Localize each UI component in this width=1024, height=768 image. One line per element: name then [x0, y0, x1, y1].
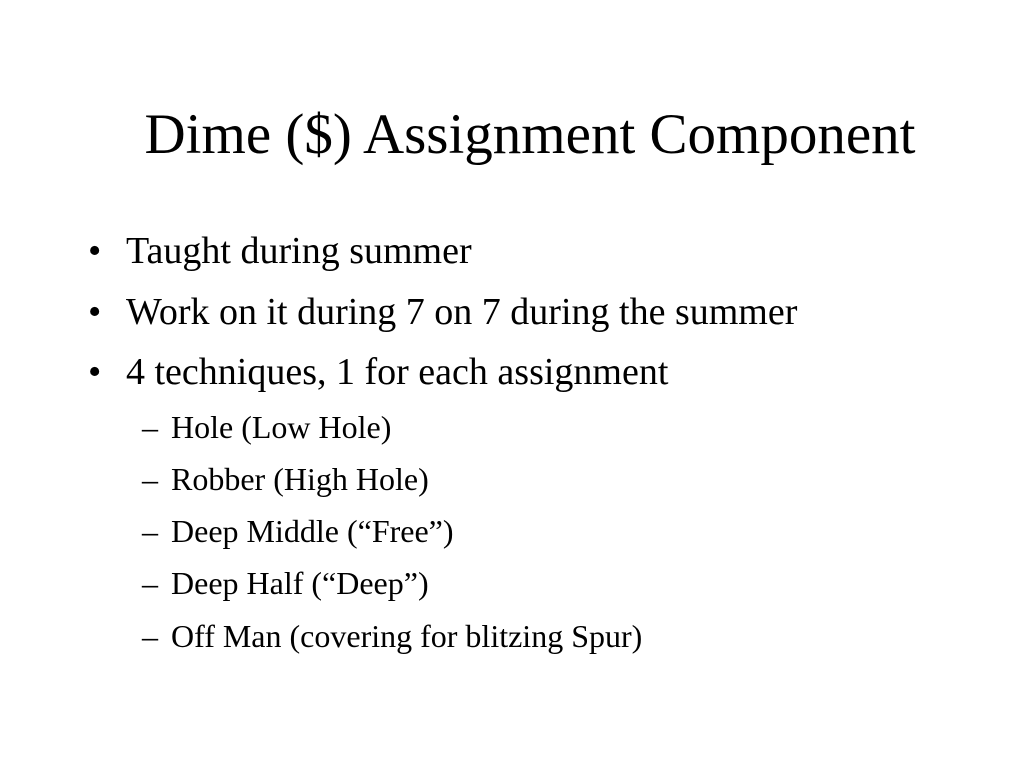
sub-bullet-text: Robber (High Hole) [171, 461, 429, 497]
sub-bullet-text: Deep Middle (“Free”) [171, 513, 454, 549]
sub-bullet-text: Deep Half (“Deep”) [171, 565, 429, 601]
sub-bullet-text: Off Man (covering for blitzing Spur) [171, 618, 643, 654]
sub-bullet-marker: – [142, 409, 158, 445]
slide-title: Dime ($) Assignment Component [144, 103, 916, 166]
bullet-text: Work on it during 7 on 7 during the summer [126, 291, 798, 333]
bullet-marker: • [88, 351, 102, 393]
sub-bullet-marker: – [142, 513, 158, 549]
sub-bullet-marker: – [142, 618, 158, 654]
bullet-text: Taught during summer [126, 230, 472, 272]
sub-bullet-marker: – [142, 565, 158, 601]
bullet-marker: • [88, 291, 102, 333]
sub-bullet-text: Hole (Low Hole) [171, 409, 392, 445]
sub-bullet-marker: – [142, 461, 158, 497]
bullet-text: 4 techniques, 1 for each assignment [126, 351, 669, 393]
bullet-marker: • [88, 230, 102, 272]
